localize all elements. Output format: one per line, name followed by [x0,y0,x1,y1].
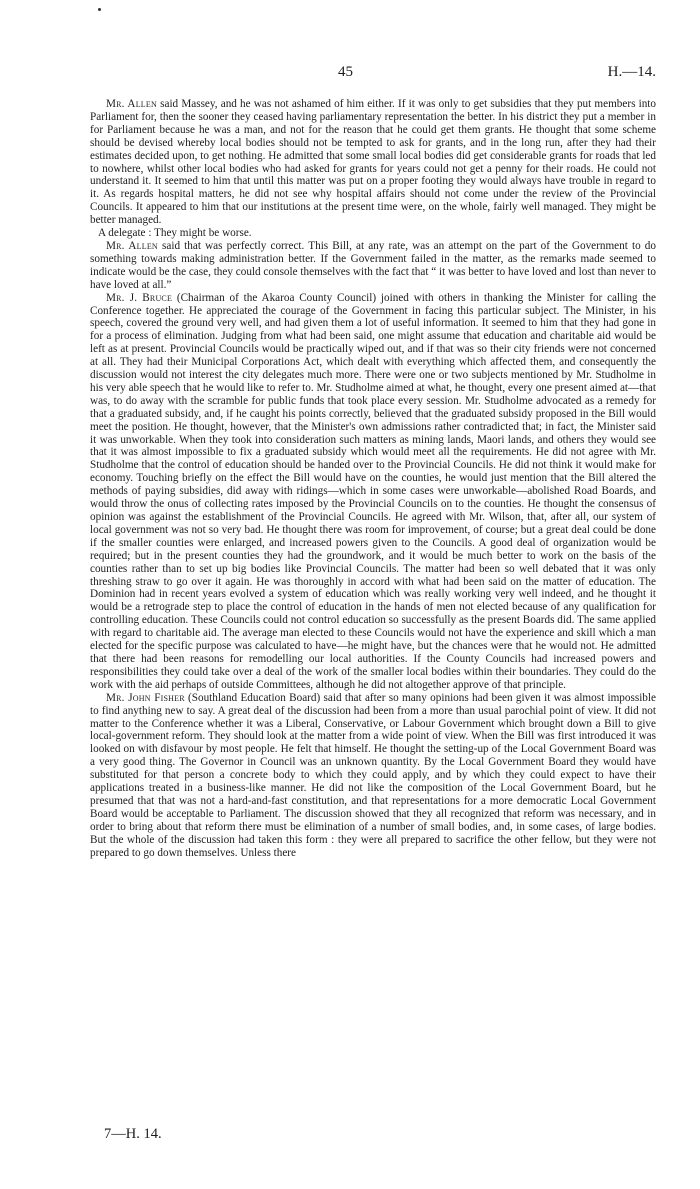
paragraph-delegate [90,227,656,240]
speaker-name: Mr. J. Bruce [106,291,173,304]
paragraph-text: (Southland Education Board) said that after so many opinions had been given it was almost impossible to find anything new to say. A great deal of the discussion had been from a more than usual parochial point of view. It did not matter to the Conference whether it was a Liberal, Conservative, or Labour Government which brought down a Bill to give local-government reform. They should look at the matter from a wide point of view. When the Bill was first introduced it was looked on with disfavour by most people. He felt that himself. He thought the setting-up of the Local Government Board was a very good thing. The Governor in Council was an unknown quantity. By the Local Government Board they would have substituted for that person a concrete body to which they could apply, and by which they could expect to have their applications treated in a business-like manner. He did not like the composition of the Local Government Board, but he presumed that that was not a hard-and-fast constitution, and that representations for a more democratic Local Government Board would be acceptable to Parliament. The discussion showed that they all recognized that reform was necessary, and in order to bring about that reform there must be elimination of a number of small bodies, and, in some cases, of large bodies. But the whole of the discussion had taken this form : they were all prepared to sacrifice the other fellow, but they were not prepared to go down themselves. Unless there [90,691,656,859]
paragraph-text: said that was perfectly correct. This Bill, at any rate, was an attempt on the part of the Government to do something towards making administration better. If the Government failed in the matter, as the remarks made seemed to indicate would be the case, they could console themselves with the fact that “ it was better to have loved and lost than never to have loved at all.” [90,239,656,291]
speaker-name: Mr. Allen [106,239,158,252]
document-body [90,98,656,859]
paragraph-allen-1 [90,98,656,227]
paragraph-fisher [90,692,656,860]
page-speck [98,8,101,11]
page-number: 45 [338,64,353,80]
speaker-name: Mr. Allen [106,98,157,110]
speaker-name: Mr. John Fisher [106,691,185,704]
paragraph-text: (Chairman of the Akaroa County Council) joined with others in thanking the Minister for calling the Conference together. He appreciated the courage of the Government in facing this particular subject. The Minister, in his speech, covered the ground very well, and had given them a lot of useful information. It seemed to him that they had gone in for a process of elimination. Judging from what had been said, one might assume that education and charitable aid would be left as at present. Provincial Councils would be practically wiped out, and if that was so their city friends were not concerned at all. They had their Municipal Corporations Act, which dealt with everything which affected them, and consequently the discussion would not interest the city delegates much more. There were one or two subjects mentioned by Mr. Studholme in his very able speech that he would like to refer to. Mr. Studholme aimed at what, he thought, every one present aimed at—that was, to do away with the scramble for public funds that took place every session. Mr. Studholme advocated as a remedy for that a graduated subsidy, and, if he caught his points correctly, believed that the graduated subsidy proposed in the Bill would meet the position. He thought, however, that the Minister's own admissions rather contradicted that; in fact, the Minister said it was unworkable. When they took into consideration such matters as mining lands, Maori lands, and others they would see that it was almost impossible to fix a graduated subsidy which would meet all the requirements. He did not agree with Mr. Studholme that the control of education should be handed over to the Provincial Councils. He did not think it would make for economy. Touching briefly on the effect the Bill would have on the counties, he would just mention that the Bill altered the methods of paying subsidies, did away with ridings—which in some cases were unworkable—abolished Road Boards, and would throw the onus of collecting rates imposed by the Provincial Councils on to the counties. He thought the consensus of opinion was against the establishment of the Provincial Councils. He agreed with Mr. Wilson, that, after all, our system of local government was not so very bad. He thought there was room for improvement, of course; but a great deal could be done if the smaller counties were enlarged, and increased powers given to the Councils. A good deal of organization would be required; but in the present counties they had the groundwork, and it would be much better to work on the basis of the counties rather than to set up big bodies like Provincial Councils. The matter had been so well debated that it was only threshing straw to go over it again. He was thoroughly in accord with what had been said on the matter of education. The Dominion had in recent years evolved a system of education which was really working very well indeed, and he thought it would be a retrograde step to place the control of education in the hands of men not elected because of any qualification for controlling education. These Councils could not control education so successfully as the present Boards did. The same applied with regard to charitable aid. The average man elected to these Councils would not have the experience and skill which a man elected for the specific purpose was calculated to have—he might have, but the chances were that he would not. He admitted that there had been reasons for remodelling our local authorities. If the County Councils had increased powers and responsibilities they could take over a deal of the work of the smaller local bodies within their boundaries. They could do the work with the aid perhaps of outside Committees, although he did not altogether approve of that principle. [90,291,656,691]
paragraph-bruce [90,292,656,692]
paragraph-text: A delegate : They might be worse. [98,227,252,240]
paragraph-text: said Massey, and he was not ashamed of him either. If it was only to get subsidies that they put members into Parliament for, then the sooner they ceased having parliamentary representation the better. In his district they put a member in for Parliament because he was a man, and not for the reason that he could get them grants. He thought that some scheme should be devised whereby local bodies should not be tempted to ask for grants, and in the long run, after they had their estimates decided upon, to get nothing. He admitted that some small local bodies did get considerable grants for roads that led to nowhere, whilst other local bodies who had asked for grants for years could not get a penny for their roads. He could not understand it. It seemed to him that until this matter was put on a proper footing they would always have trouble in regard to it. As regards hospital matters, he did not see why hospital affairs should not come under the review of the Provincial Councils. It appeared to him that our institutions at the present time were, on the whole, fairly well managed. They might be better managed. [90,98,656,227]
signature-mark: 7—H. 14. [104,1126,162,1142]
page-reference: H.—14. [607,64,656,80]
page-header [90,64,656,84]
paragraph-allen-2 [90,240,656,292]
